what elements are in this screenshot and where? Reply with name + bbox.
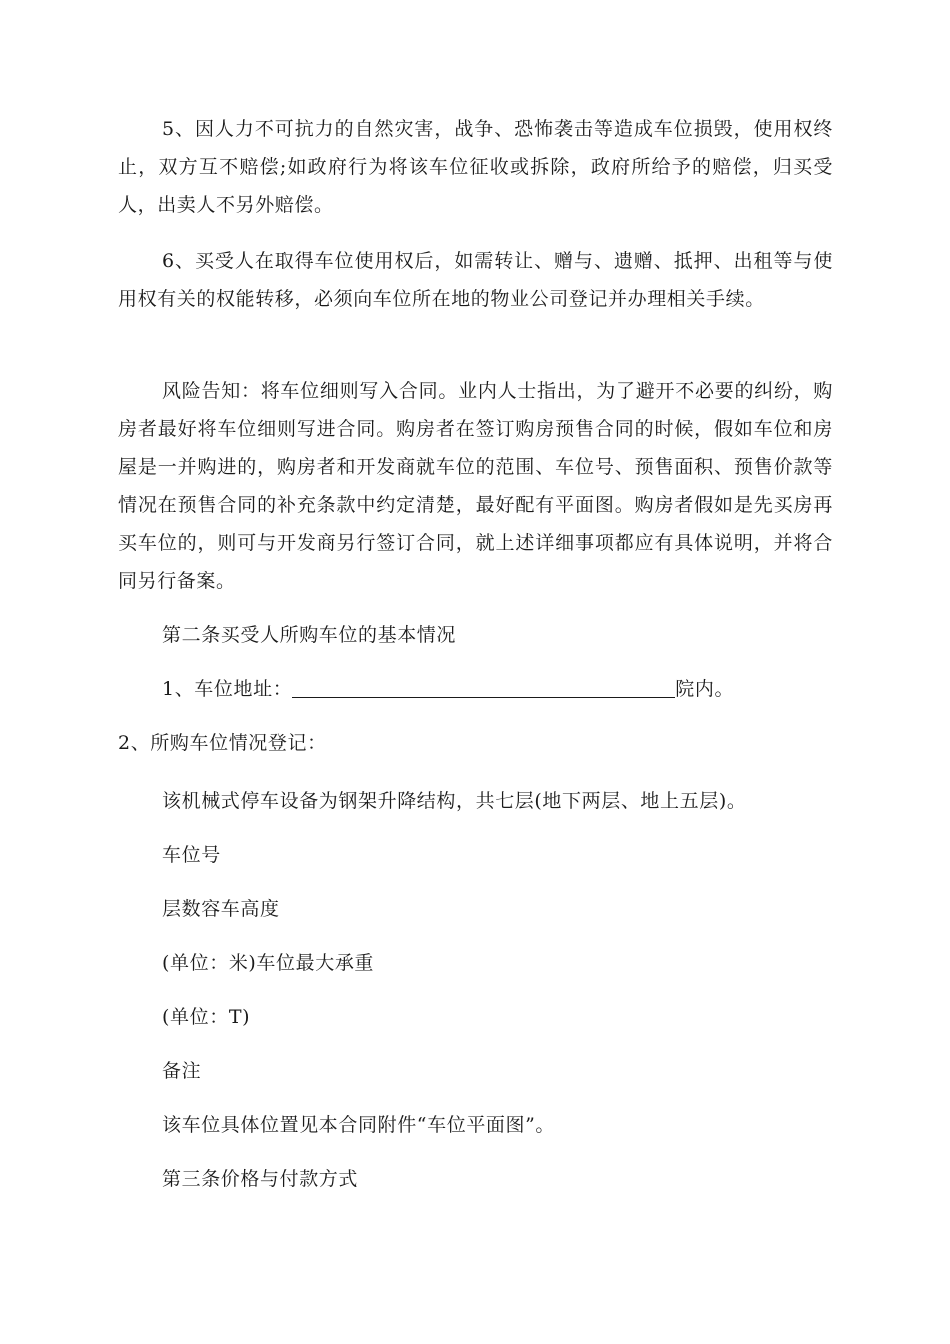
registration-heading: 2、所购车位情况登记： [118, 732, 327, 754]
unit-ton-label: (单位：T) [162, 1006, 251, 1028]
parking-address-line [162, 670, 734, 708]
article-2-title: 第二条买受人所购车位的基本情况 [162, 624, 457, 646]
location-note: 该车位具体位置见本合同附件“车位平面图”。 [162, 1114, 556, 1136]
paragraph-force-majeure: 5、因人力不可抗力的自然灾害，战争、恐怖袭击等造成车位损毁，使用权终止，双方互不赔偿;如政府行为将该车位征收或拆除，政府所给予的赔偿，归买受人，出卖人不另外赔偿。 [118, 118, 833, 216]
floors-height-label: 层数容车高度 [162, 898, 280, 920]
address-suffix: 院内。 [675, 678, 735, 700]
equipment-description: 该机械式停车设备为钢架升降结构，共七层(地下两层、地上五层)。 [162, 790, 747, 812]
address-blank-field[interactable] [292, 675, 675, 698]
article-3-title: 第三条价格与付款方式 [162, 1168, 359, 1190]
paragraph-risk-notice: 风险告知：将车位细则写入合同。业内人士指出，为了避开不必要的纠纷，购房者最好将车位细则写进合同。购房者在签订购房预售合同的时候，假如车位和房屋是一并购进的，购房者和开发商就车位的范围、车位号、预售面积、预售价款等情况在预售合同的补充条款中约定清楚，最好配有平面图。购房者假如是先买房再买车位的，则可与开发商另行签订合同，就上述详细事项都应有具体说明，并将合同另行备案。 [118, 380, 833, 592]
unit-meter-weight-label: (单位：米)车位最大承重 [162, 952, 375, 974]
remarks-label: 备注 [162, 1060, 202, 1082]
paragraph-transfer-rights: 6、买受人在取得车位使用权后，如需转让、赠与、遗赠、抵押、出租等与使用权有关的权能转移，必须向车位所在地的物业公司登记并办理相关手续。 [118, 250, 833, 310]
spot-number-label: 车位号 [162, 844, 221, 866]
address-label: 1、车位地址： [162, 678, 293, 700]
